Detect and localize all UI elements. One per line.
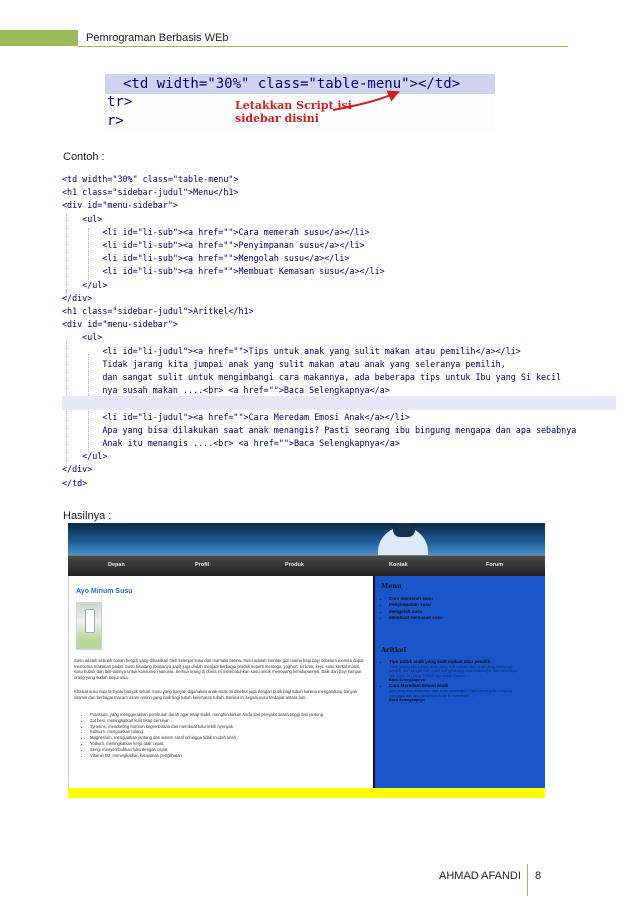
- annotation-line: Letakkan Script isi: [235, 99, 352, 112]
- code-line: Anak itu menangis ....<br> <a href="">Baca Selengkapnya</a>: [62, 438, 400, 448]
- site-footer-bar: [68, 788, 545, 798]
- code-line: <div id="menu-sidebar">: [62, 200, 178, 211]
- code-line: <td width="30%" class="table-menu"></td>: [123, 76, 461, 92]
- article-item: [389, 683, 519, 703]
- code-line: nya susah makan ....<br> <a href="">Baca Selengkapnya</a>: [62, 385, 390, 396]
- site-navbar: [68, 555, 545, 577]
- nav-item-forum[interactable]: Forum: [486, 562, 504, 568]
- code-line: dan sangat sulit untuk mengimbangi cara makannya, ada beberapa tips untuk Ibu yang Si kecil: [62, 372, 562, 382]
- code-line: <li id="li-sub"><a href="">Cara memerah susu</a></li>: [62, 226, 370, 237]
- code-line: </div>: [62, 292, 93, 303]
- annotation-line: sidebar disini: [235, 112, 319, 125]
- nav-item-produk[interactable]: Produk: [285, 562, 304, 568]
- sidebar-menu-item[interactable]: • Mengolah susu: [389, 609, 443, 615]
- benefit-item: • Kalsium, menguatkan tulang.: [90, 729, 365, 735]
- benefit-item: • Yodium, meningkatkan kerja otak cepat.: [90, 741, 365, 747]
- code-line: <li id="li-judul"><a href="">Cara Meredam Emosi Anak</a></li>: [62, 411, 410, 422]
- read-more-link[interactable]: Baca Selengkapnya: [389, 698, 425, 703]
- code-line: <li id="li-sub"><a href="">Mengolah susu</a></li>: [62, 253, 350, 264]
- site-sidebar: [373, 576, 545, 788]
- code-line: <ul>: [62, 332, 103, 343]
- code-line: Tidak jarang kita jumpai anak yang sulit makan atau anak yang seleranya pemilih,: [62, 358, 506, 369]
- sidebar-article-title: Aritkel: [381, 646, 407, 654]
- site-banner: [68, 523, 545, 555]
- code-line: <h1 class="sidebar-judul">Menu</h1>: [62, 187, 239, 198]
- main-title: Ayo Minum Susu: [76, 588, 133, 595]
- sidebar-menu-item[interactable]: • Cara memerah susu: [389, 596, 443, 602]
- code-line: Apa yang bisa dilakukan saat anak menangis? Pasti seorang ibu bingung mengapa dan apa sebabnya: [62, 424, 577, 435]
- benefit-item: • Seng, menyembuhkan luka dengan cepat.: [90, 747, 365, 753]
- header-accent-bar: [0, 30, 78, 46]
- sidebar-article-list: [389, 659, 519, 703]
- annotation-arrow-icon: [105, 72, 495, 132]
- code-line: </div>: [62, 464, 93, 475]
- code-line: <li id="li-sub"><a href="">Membuat Kemasan susu</a></li>: [62, 266, 385, 277]
- code-line: </ul>: [62, 451, 108, 462]
- sidebar-menu-title: Menu: [381, 582, 402, 590]
- benefit-item: • Tyrosine, mendorong hormon kegembiraan dan membuat tidur lebih nyenyak.: [90, 724, 365, 730]
- sidebar-menu-item[interactable]: • Membuat Kemasan susu: [389, 615, 443, 621]
- code-line: <li id="li-sub"><a href="">Penyimpanan susu</a></li>: [62, 240, 365, 250]
- benefit-item: • Magnesium, menguatkan jantung dan sistem saraf sehingga tidak mudah lelah.: [90, 735, 365, 741]
- sidebar-menu-list: [389, 596, 443, 622]
- sidebar-menu-item[interactable]: • Penyimpanan susu: [389, 602, 443, 608]
- code-line: tr>: [107, 94, 133, 110]
- website-result-screenshot: [68, 523, 545, 798]
- code-line: r>: [107, 113, 124, 129]
- footer-author: AHMAD AFANDI: [439, 870, 521, 882]
- code-line: <td width="30%" class="table-menu">: [62, 174, 239, 184]
- code-screenshot-sidebar: [62, 170, 616, 488]
- article-item: [389, 659, 519, 683]
- benefit-list: [90, 712, 365, 758]
- header-rule: [78, 46, 568, 47]
- banner-figure-head: [393, 523, 415, 537]
- nav-item-kontak[interactable]: Kontak: [389, 562, 408, 568]
- page-number: 8: [535, 870, 542, 882]
- nav-item-depan[interactable]: Depan: [108, 562, 125, 568]
- article-excerpt: Tidak jarang kita jumpai anak yang sulit makan atau anak yang seleranya pemilih, dan sangat sulit untuk mengimbangi cara makannya, ada beberapa tips untuk Ibu yang Si kecil nya susah makan ....: [389, 664, 517, 678]
- code-line: </ul>: [62, 279, 108, 290]
- benefit-item: • Zat besi, meningkatkan kulit tetap bersinar.: [90, 718, 365, 724]
- code-line: <div id="menu-sidebar">: [62, 319, 178, 330]
- code-line: [62, 396, 616, 410]
- label-hasilnya: Hasilnya :: [63, 510, 112, 522]
- milk-image: [76, 602, 102, 650]
- main-paragraph: Susu adalah sebuah cairan bergizi yang dihasilkan oleh kelenjar susu dari mamalia betina. Susu adalah sumber gizi utama bagi bayi sebelum mereka dapat mencerna makanan padat. Susu binatang (biasanya sapi) juga diolah menjadi berbagai produk seperti mentega, yoghurt, es krim, keju, susu kental manis, susu bubuk dan lain-lainnya untuk konsumsi manusia. Semua orang di dunia ini membutuhkan susu untuk menopang kehidupannya. Baik dari bayi sampai orang yang sudah lanjut usia.: [74, 658, 364, 680]
- article-title-link[interactable]: • Tips untuk anak yang sulit makan atau pemilih: [389, 659, 491, 664]
- code-line: <h1 class="sidebar-judul">Aritkel</h1>: [62, 306, 254, 316]
- code-screenshot-td: [105, 72, 495, 132]
- nav-item-profil[interactable]: Profil: [195, 562, 210, 568]
- document-header-title: Pemrograman Berbasis WEb: [86, 32, 229, 44]
- article-title-link[interactable]: • Cara Meredam Emosi Anak: [389, 683, 449, 689]
- milk-glass-icon: [85, 609, 95, 633]
- article-excerpt: Apa yang bisa dilakukan saat anak menangis? Pasti seorang ibu bingung mengapa dan apa sebabnya Anak itu menangis ....: [389, 688, 513, 698]
- read-more-link[interactable]: Baca Selengkapnya: [389, 678, 425, 683]
- code-line: <li id="li-judul"><a href="">Tips untuk anak yang sulit makan atau pemilih</a></li>: [62, 345, 521, 356]
- benefit-item: • Vitamin B2, meningkatkan ketajaman penglihatan.: [90, 753, 365, 759]
- label-contoh: Contoh :: [63, 151, 105, 163]
- main-paragraph: Khasiat susu sapi ternyata banyak sekali. Susu yang banyak diganakan anak-anak ini disebut juga dengan putih bagi tubuh karena mengandung banyak vitamin dan berbagai macam asam amino yang baik bagi tubuh kesehatan tubuh. Berikut ini segala susu terdapat antara lain:: [74, 689, 358, 700]
- code-line: </td>: [62, 477, 88, 488]
- benefit-item: • Potasium, yang menggerakkan pembuluh darah agar tetap stabil, menghindarkan Anda dari penyakit darah tinggi dan jantung.: [90, 712, 365, 718]
- footer-divider: [527, 864, 528, 896]
- code-line: <ul>: [62, 213, 103, 224]
